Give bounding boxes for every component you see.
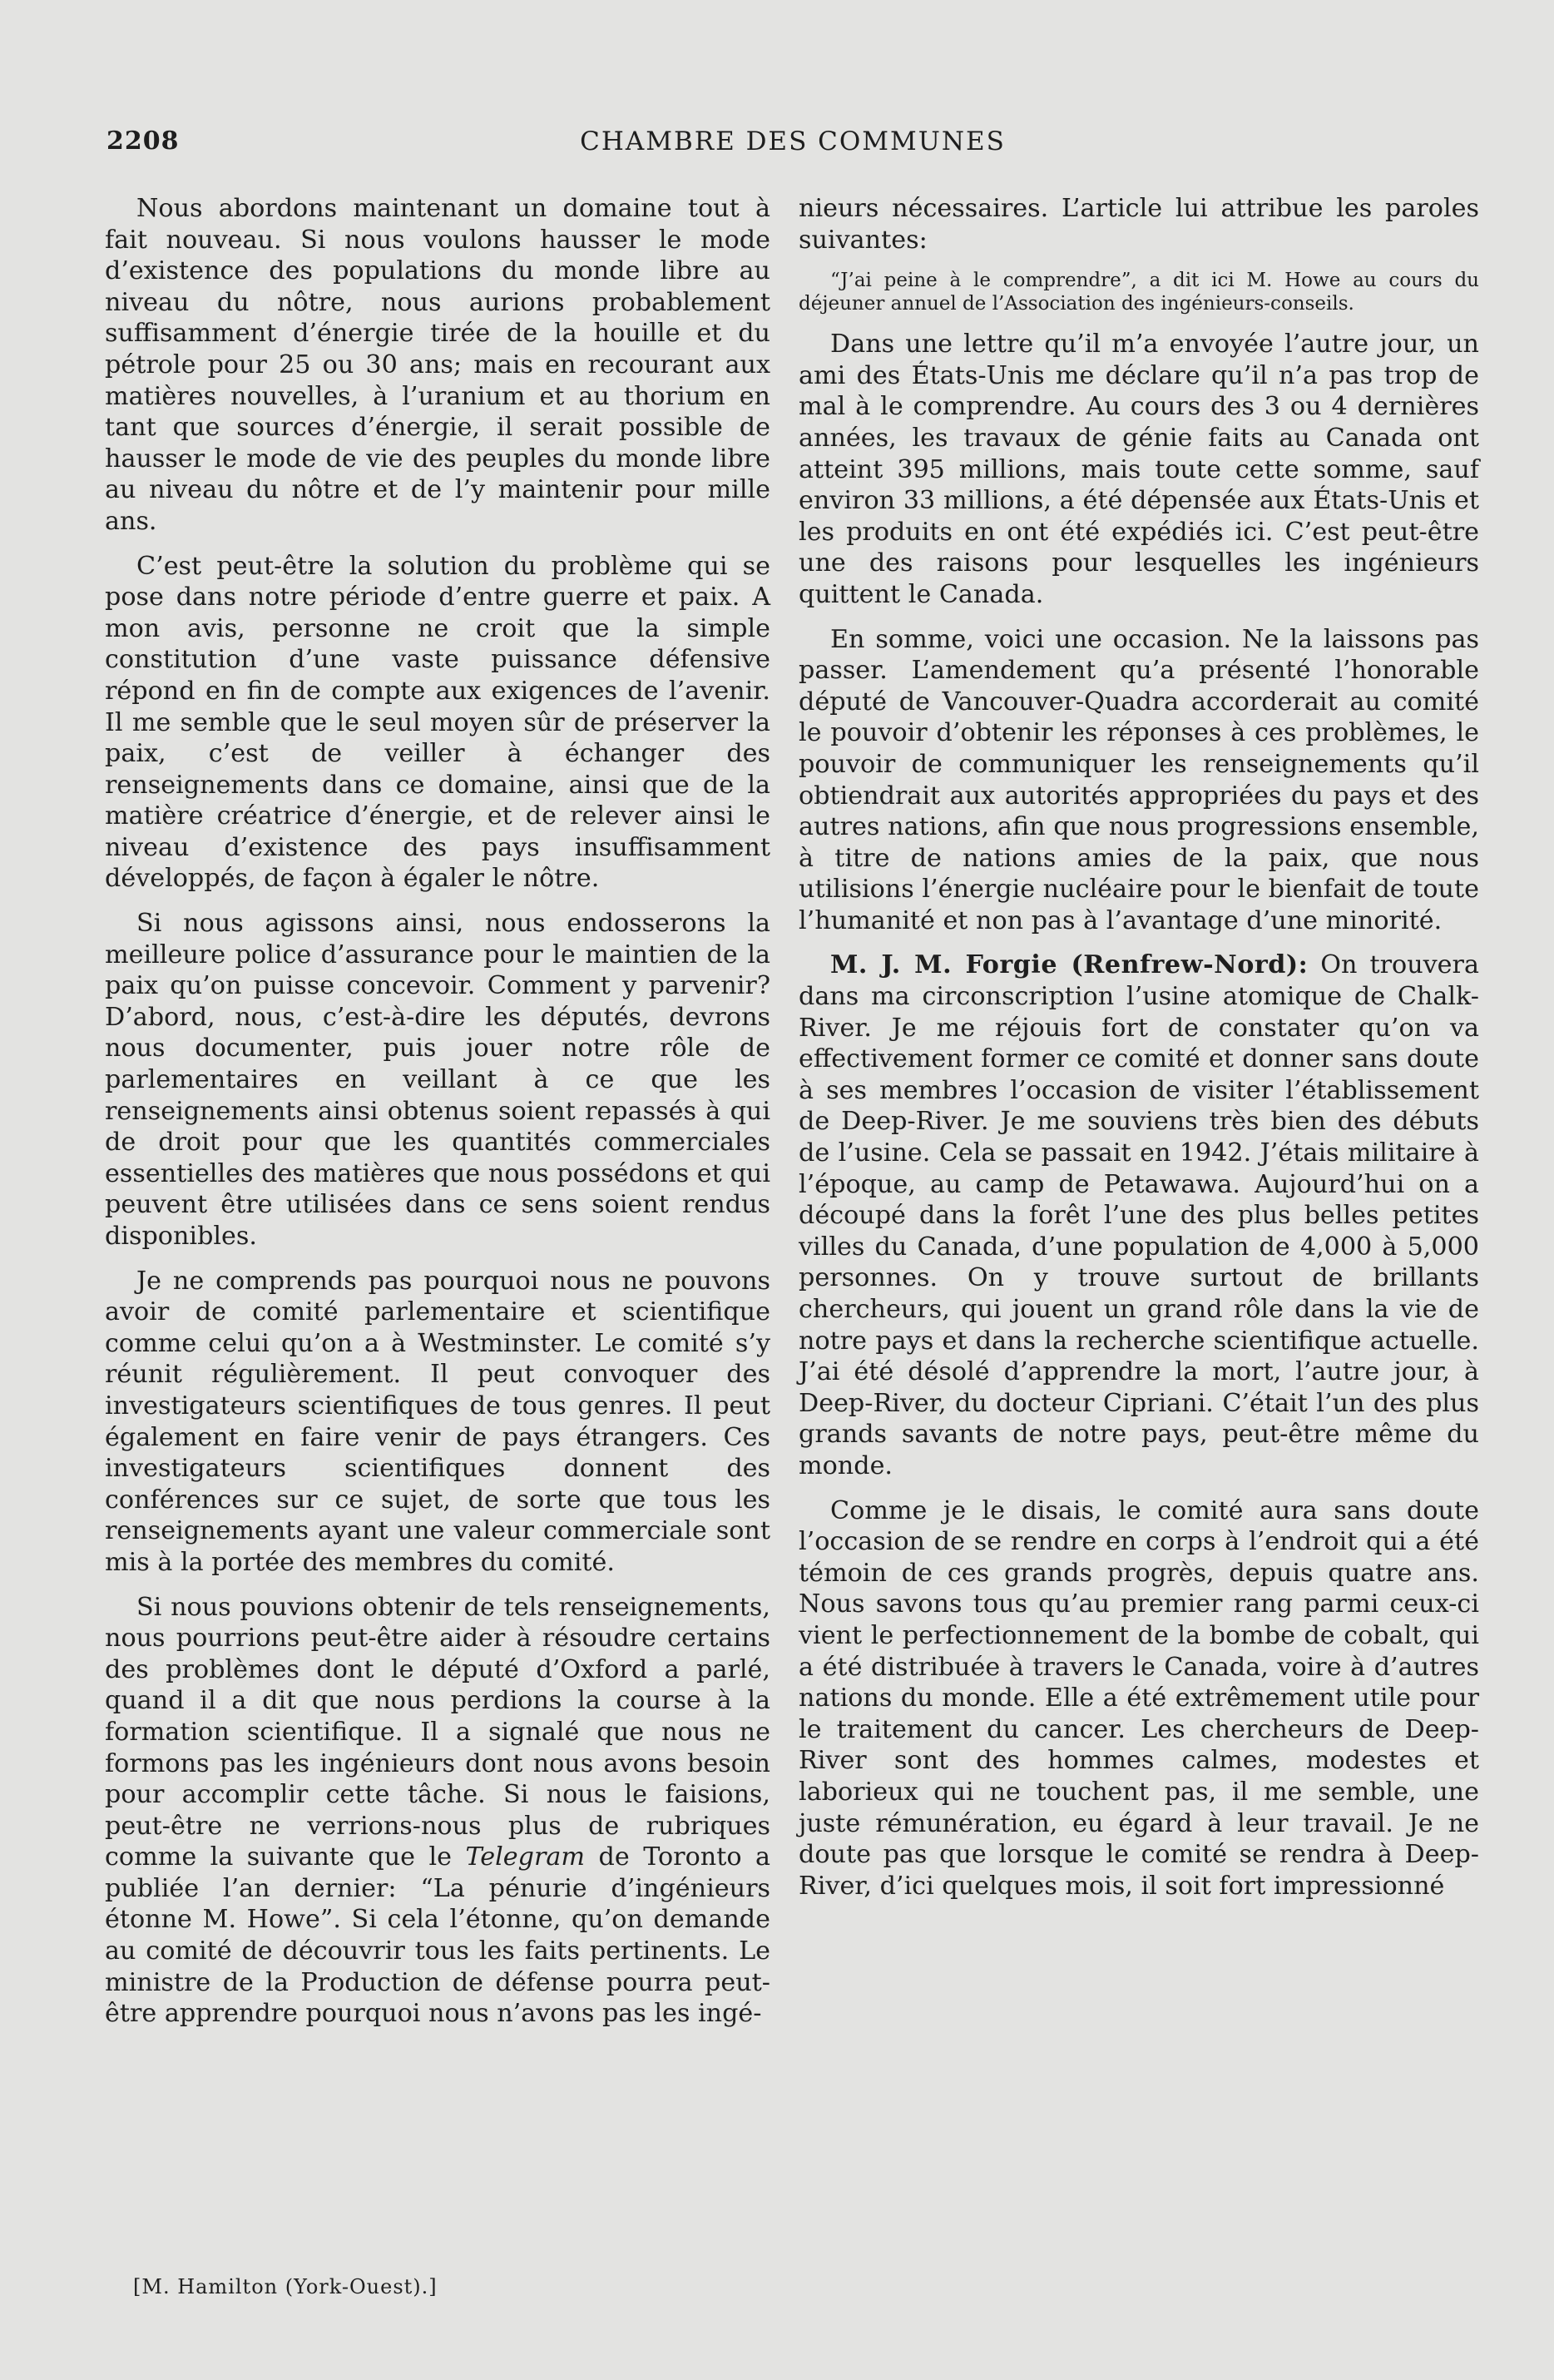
paragraph: C’est peut-être la solution du problème qui se pose dans notre période d’entre guerre et paix. A mon avis, personne ne croit que la simple constitution d’une vaste puissance défensive répond en fin de compte aux exigences de l’avenir. Il me semble que le seul moyen sûr de préserver la paix, c’est de veiller à échanger des renseignements dans ce domaine, ainsi que de la matière créatrice d’énergie, et de relever ainsi le niveau d’existence des pays insuffisamment développés, de façon à égaler le nôtre. xyxy=(105,551,770,894)
paragraph: Dans une lettre qu’il m’a envoyée l’autre jour, un ami des États-Unis me déclare qu’il n’a pas trop de mal à le comprendre. Au cours des 3 ou 4 dernières années, les travaux de génie faits au Canada ont atteint 395 millions, mais toute cette somme, sauf environ 33 millions, a été dépensée aux États-Unis et les produits en ont été expédiés ici. C’est peut-être une des raisons pour lesquelles les ingénieurs quittent le Canada. xyxy=(799,330,1479,609)
paragraph-text: de Toronto a publiée l’an dernier: “La pénurie d’ingénieurs étonne M. Howe”. Si cela l’étonne, qu’on demande au comité de découvrir tous les faits pertinents. Le ministre de la Production de défense pourra peut-être apprendre pourquoi nous n’avons pas les ingé- xyxy=(105,1842,770,2029)
paragraph: Si nous agissons ainsi, nous endosserons la meilleure police d’assurance pour le maintien de la paix qu’on puisse concevoir. Comment y parvenir? D’abord, nous, c’est-à-dire les députés, devrons nous documenter, puis jouer notre rôle de parlementaires en veillant à ce que les renseignements ainsi obtenus soient repassés à qui de droit pour que les quantités commerciales essentielles des matières que nous possédons et qui peuvent être utilisées dans ce sens soient rendus disponibles. xyxy=(105,909,770,1251)
speech-paragraph xyxy=(799,950,1479,1481)
speech-text: On trouvera dans ma circonscription l’usine atomique de Chalk-River. Je me réjouis fort de constater qu’on va effectivement former ce comité et donner sans doute à ses membres l’occasion de visiter l’établissement de Deep-River. Je me souviens très bien des débuts de l’usine. Cela se passait en 1942. J’étais militaire à l’époque, au camp de Petawawa. Aujourd’hui on a découpé dans la forêt l’une des plus belles petites villes du Canada, d’une population de 4,000 à 5,000 personnes. On y trouve surtout de brillants chercheurs, qui jouent un grand rôle dans la vie de notre pays et dans la recherche scientifique actuelle. J’ai été désolé d’apprendre la mort, l’autre jour, à Deep-River, du docteur Cipriani. C’était l’un des plus grands savants de notre pays, peut-être même du monde. xyxy=(799,950,1479,1480)
paragraph-continuation: nieurs nécessaires. L’article lui attribue les paroles suivantes: xyxy=(799,194,1479,255)
newspaper-title: Telegram xyxy=(465,1842,586,1872)
page-header xyxy=(106,126,1479,170)
paragraph-text: Si nous pouvions obtenir de tels renseignements, nous pourrions peut-être aider à résoudre certains des problèmes dont le député d’Oxford a parlé, quand il a dit que nous perdions la course à la formation scientifique. Il a signalé que nous ne formons pas les ingénieurs dont nous avons besoin pour accomplir cette tâche. Si nous le faisions, peut-être ne verrions-nous plus de rubriques comme la suivante que le xyxy=(105,1592,770,1872)
paragraph xyxy=(105,1592,770,2030)
paragraph: Comme je le disais, le comité aura sans doute l’occasion de se rendre en corps à l’endroit qui a été témoin de ces grands progrès, depuis quatre ans. Nous savons tous qu’au premier rang parmi ceux-ci vient le perfectionnement de la bombe de cobalt, qui a été distribuée à travers le Canada, voire à d’autres nations du monde. Elle a été extrêmement utile pour le traitement du cancer. Les chercheurs de Deep-River sont des hommes calmes, modestes et laborieux qui ne touchent pas, il me semble, une juste rémunération, eu égard à leur travail. Je ne doute pas que lorsque le comité se rendra à Deep-River, d’ici quelques mois, il soit fort impressionné xyxy=(799,1495,1479,1901)
speaker-name: M. J. M. Forgie (Renfrew-Nord): xyxy=(830,950,1309,980)
paragraph: Nous abordons maintenant un domaine tout à fait nouveau. Si nous voulons hausser le mode d’existence des populations du monde libre au niveau du nôtre, nous aurions probablement suffisamment d’énergie tirée de la houille et du pétrole pour 25 ou 30 ans; mais en recourant aux matières nouvelles, à l’uranium et au thorium en tant que sources d’énergie, il serait possible de hausser le mode de vie des peuples du monde libre au niveau du nôtre et de l’y maintenir pour mille ans. xyxy=(105,194,770,536)
right-column xyxy=(799,193,1479,1915)
speaker-attribution: [M. Hamilton (York-Ouest).] xyxy=(133,2275,438,2298)
quotation: “J’ai peine à le comprendre”, a dit ici M. Howe au cours du déjeuner annuel de l’Association des ingénieurs-conseils. xyxy=(799,270,1479,315)
paragraph: Je ne comprends pas pourquoi nous ne pouvons avoir de comité parlementaire et scientifique comme celui qu’on a à Westminster. Le comité s’y réunit régulièrement. Il peut convoquer des investigateurs scientifiques de tous genres. Il peut également en faire venir de pays étrangers. Ces investigateurs scientifiques donnent des conférences sur ce sujet, de sorte que tous les renseignements ayant une valeur commerciale sont mis à la portée des membres du comité. xyxy=(105,1266,770,1577)
left-column xyxy=(105,193,770,2043)
paragraph: En somme, voici une occasion. Ne la laissons pas passer. L’amendement qu’a présenté l’honorable député de Vancouver-Quadra accorderait au comité le pouvoir d’obtenir les réponses à ces problèmes, le pouvoir de communiquer les renseignements qu’il obtiendrait aux autorités appropriées du pays et des autres nations, afin que nous progressions ensemble, à titre de nations amies de la paix, que nous utilisions l’énergie nucléaire pour le bienfait de toute l’humanité et non pas à l’avantage d’une minorité. xyxy=(799,624,1479,935)
running-head: CHAMBRE DES COMMUNES xyxy=(580,126,1006,156)
page-number: 2208 xyxy=(106,126,180,156)
